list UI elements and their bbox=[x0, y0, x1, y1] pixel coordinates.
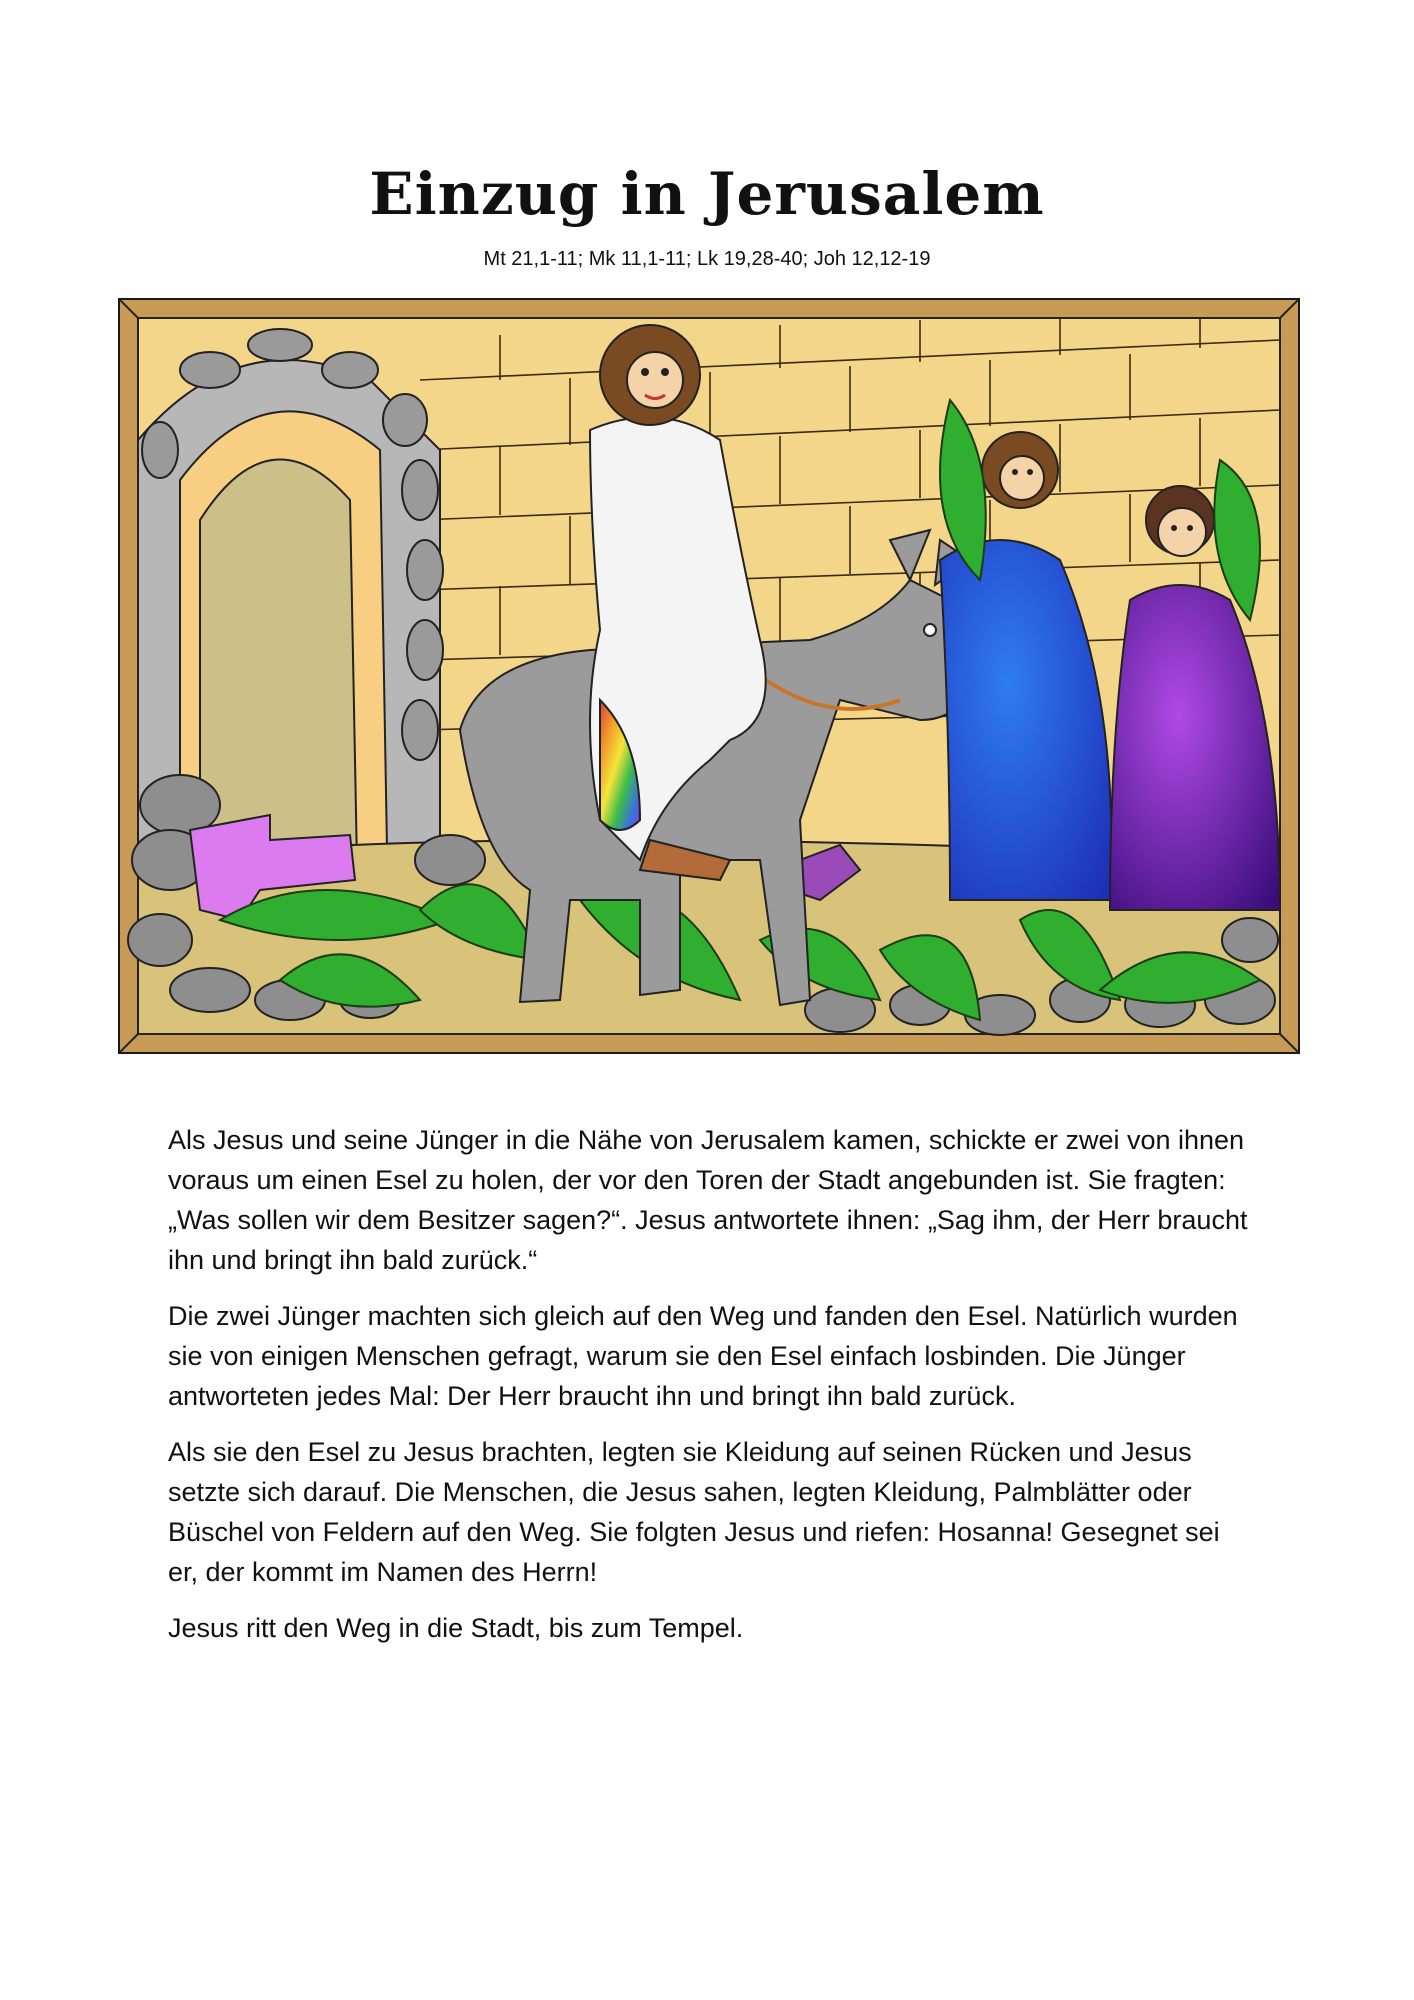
paragraph-1: Als Jesus und seine Jünger in die Nähe von Jerusalem kamen, schickte er zwei von ihnen voraus um einen Esel zu holen, der vor den Toren der Stadt angebunden ist. Sie fragten: „Was sollen wir dem Besitzer sagen?“. Jesus antwortete ihnen: „Sag ihm, der Herr braucht ihn und bringt ihn bald zurück.“ bbox=[168, 1125, 1248, 1275]
paragraph-2: Die zwei Jünger machten sich gleich auf den Weg und fanden den Esel. Natürlich wurden sie von einigen Menschen gefragt, warum sie den Esel einfach losbinden. Die Jünger antworteten jedes Mal: Der Herr braucht ihn und bringt ihn bald zurück. bbox=[168, 1301, 1238, 1411]
paragraph-4: Jesus ritt den Weg in die Stadt, bis zum Tempel. bbox=[168, 1613, 744, 1643]
bible-reference: Mt 21,1-11; Mk 11,1-11; Lk 19,28-40; Joh 12,12-19 bbox=[483, 248, 931, 270]
illustration-frame bbox=[118, 298, 1300, 1054]
page-title: Einzug in Jerusalem bbox=[369, 160, 1045, 228]
paragraph-3: Als sie den Esel zu Jesus brachten, legten sie Kleidung auf seinen Rücken und Jesus setzte sich darauf. Die Menschen, die Jesus sahen, legten Kleidung, Palmblätter oder Büschel von Feldern auf den Weg. Sie folgten Jesus und riefen: Hosanna! Gesegnet sei er, der kommt im Namen des Herrn! bbox=[168, 1437, 1220, 1587]
story-text bbox=[168, 1120, 1248, 1664]
entry-into-jerusalem-illustration bbox=[120, 300, 1298, 1052]
